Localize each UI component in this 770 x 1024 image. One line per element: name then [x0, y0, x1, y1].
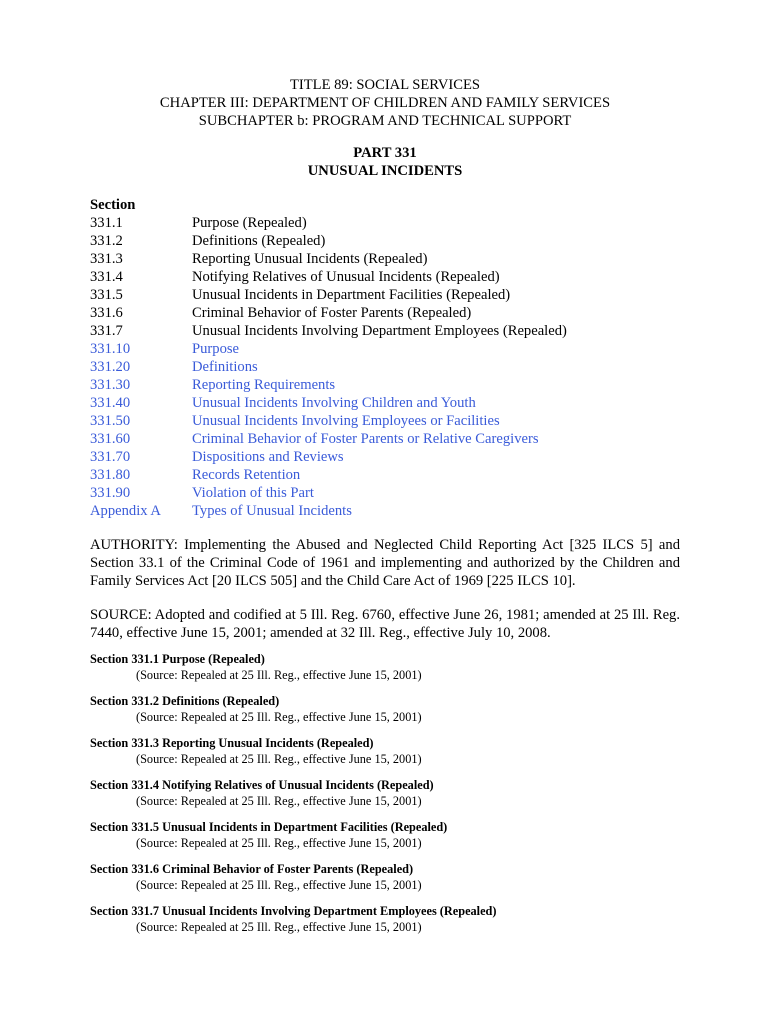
- section-title: Section 331.5 Unusual Incidents in Department Facilities (Repealed): [90, 820, 448, 834]
- toc-title: Criminal Behavior of Foster Parents (Repealed): [192, 305, 472, 321]
- part-name: UNUSUAL INCIDENTS: [307, 163, 463, 179]
- section-source: (Source: Repealed at 25 Ill. Reg., effective June 15, 2001): [136, 836, 422, 850]
- section-title: Section 331.2 Definitions (Repealed): [90, 694, 280, 708]
- toc-link-number[interactable]: 331.30: [90, 377, 131, 393]
- section-title: Section 331.1 Purpose (Repealed): [90, 652, 265, 666]
- document-header: [0, 76, 770, 130]
- chapter-line: CHAPTER III: DEPARTMENT OF CHILDREN AND FAMILY SERVICES: [159, 95, 611, 111]
- toc-row: [90, 322, 690, 340]
- title-line: TITLE 89: SOCIAL SERVICES: [289, 77, 481, 93]
- section-source: (Source: Repealed at 25 Ill. Reg., effective June 15, 2001): [136, 710, 422, 724]
- toc-link-number[interactable]: Appendix A: [90, 503, 161, 519]
- section-entry: [90, 819, 690, 851]
- toc-row: [90, 268, 690, 286]
- toc-link-title[interactable]: Purpose: [192, 341, 240, 357]
- section-source: (Source: Repealed at 25 Ill. Reg., effective June 15, 2001): [136, 878, 422, 892]
- toc-link-dispositions[interactable]: [90, 448, 690, 466]
- toc-link-purpose[interactable]: [90, 340, 690, 358]
- toc-row: [90, 214, 690, 232]
- toc-link-title[interactable]: Unusual Incidents Involving Employees or Facilities: [192, 413, 500, 429]
- section-title: Section 331.7 Unusual Incidents Involving Department Employees (Repealed): [90, 904, 497, 918]
- toc-title: Unusual Incidents in Department Facilities (Repealed): [192, 287, 511, 303]
- toc-number: 331.2: [90, 233, 123, 249]
- toc-title: Unusual Incidents Involving Department Employees (Repealed): [192, 323, 567, 339]
- toc-link-title[interactable]: Violation of this Part: [192, 485, 314, 501]
- toc-number: 331.5: [90, 287, 123, 303]
- repealed-sections: [90, 651, 690, 945]
- toc-link-number[interactable]: 331.70: [90, 449, 131, 465]
- toc-title: Notifying Relatives of Unusual Incidents (Repealed): [192, 269, 500, 285]
- toc-link-children-youth[interactable]: [90, 394, 690, 412]
- toc-link-number[interactable]: 331.50: [90, 413, 131, 429]
- toc-row: [90, 250, 690, 268]
- toc-link-number[interactable]: 331.90: [90, 485, 131, 501]
- toc-number: 331.4: [90, 269, 123, 285]
- table-of-contents: [90, 196, 690, 520]
- toc-number: 331.7: [90, 323, 123, 339]
- section-entry: [90, 651, 690, 683]
- toc-row: [90, 286, 690, 304]
- section-title: Section 331.4 Notifying Relatives of Unusual Incidents (Repealed): [90, 778, 434, 792]
- section-source: (Source: Repealed at 25 Ill. Reg., effective June 15, 2001): [136, 668, 422, 682]
- toc-number: 331.6: [90, 305, 123, 321]
- toc-row: [90, 232, 690, 250]
- toc-link-foster-parents[interactable]: [90, 430, 690, 448]
- toc-link-number[interactable]: 331.60: [90, 431, 131, 447]
- section-title: Section 331.6 Criminal Behavior of Foster Parents (Repealed): [90, 862, 414, 876]
- toc-row: [90, 304, 690, 322]
- toc-link-title[interactable]: Records Retention: [192, 467, 301, 483]
- section-title: Section 331.3 Reporting Unusual Incidents (Repealed): [90, 736, 374, 750]
- section-entry: [90, 693, 690, 725]
- toc-link-title[interactable]: Definitions: [192, 359, 258, 375]
- toc-heading: Section: [90, 197, 136, 213]
- part-number: PART 331: [353, 145, 417, 161]
- part-heading: [0, 144, 770, 180]
- authority-paragraph: AUTHORITY: Implementing the Abused and Neglected Child Reporting Act [325 ILCS 5] and Section 33.1 of the Criminal Code of 1961 and implementing and authorized by the Children and Family Services Act [20 ILCS 505] and the Child Care Act of 1969 [225 ILCS 10].: [90, 537, 680, 589]
- toc-link-reporting-requirements[interactable]: [90, 376, 690, 394]
- source-paragraph: SOURCE: Adopted and codified at 5 Ill. Reg. 6760, effective June 26, 1981; amended at 25 Ill. Reg. 7440, effective June 15, 2001; amended at 32 Ill. Reg., effective July 10, 2008.: [90, 607, 680, 641]
- toc-link-definitions[interactable]: [90, 358, 690, 376]
- toc-link-title[interactable]: Dispositions and Reviews: [192, 449, 344, 465]
- section-entry: [90, 903, 690, 935]
- toc-link-title[interactable]: Types of Unusual Incidents: [192, 503, 352, 519]
- section-entry: [90, 777, 690, 809]
- toc-link-records-retention[interactable]: [90, 466, 690, 484]
- section-source: (Source: Repealed at 25 Ill. Reg., effective June 15, 2001): [136, 920, 422, 934]
- section-source: (Source: Repealed at 25 Ill. Reg., effective June 15, 2001): [136, 752, 422, 766]
- toc-link-title[interactable]: Reporting Requirements: [192, 377, 336, 393]
- toc-link-number[interactable]: 331.80: [90, 467, 131, 483]
- toc-number: 331.3: [90, 251, 123, 267]
- toc-title: Definitions (Repealed): [192, 233, 326, 249]
- toc-link-number[interactable]: 331.20: [90, 359, 131, 375]
- subchapter-line: SUBCHAPTER b: PROGRAM AND TECHNICAL SUPPORT: [198, 113, 572, 129]
- toc-link-employees-facilities[interactable]: [90, 412, 690, 430]
- toc-link-title[interactable]: Criminal Behavior of Foster Parents or Relative Caregivers: [192, 431, 539, 447]
- toc-title: Reporting Unusual Incidents (Repealed): [192, 251, 428, 267]
- section-entry: [90, 861, 690, 893]
- toc-link-appendix-a[interactable]: [90, 502, 690, 520]
- toc-title: Purpose (Repealed): [192, 215, 307, 231]
- toc-link-violation[interactable]: [90, 484, 690, 502]
- section-source: (Source: Repealed at 25 Ill. Reg., effective June 15, 2001): [136, 794, 422, 808]
- toc-number: 331.1: [90, 215, 123, 231]
- toc-link-number[interactable]: 331.10: [90, 341, 131, 357]
- toc-link-title[interactable]: Unusual Incidents Involving Children and Youth: [192, 395, 476, 411]
- toc-link-number[interactable]: 331.40: [90, 395, 131, 411]
- section-entry: [90, 735, 690, 767]
